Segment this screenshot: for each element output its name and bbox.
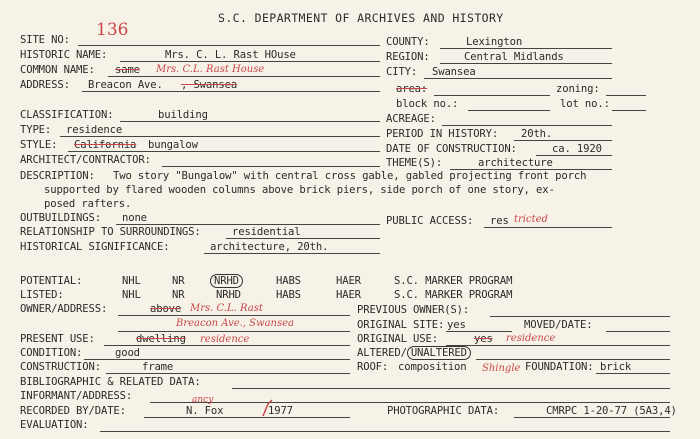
outbuildings-label: OUTBUILDINGS: (20, 212, 101, 224)
city-value: Swansea (432, 66, 476, 78)
city-label: CITY: (386, 66, 418, 78)
city-line (424, 78, 612, 79)
potential-label: POTENTIAL: (20, 275, 83, 287)
significance-value: architecture, 20th. (210, 241, 329, 253)
common-name-handwritten: Mrs. C.L. Rast House (156, 64, 265, 75)
potential-marker: S.C. MARKER PROGRAM (394, 275, 513, 287)
type-label: TYPE: (20, 124, 52, 136)
style-label: STYLE: (20, 139, 58, 151)
condition-label: CONDITION: (20, 347, 83, 359)
public-access-handwritten: tricted (514, 214, 548, 225)
condition-line (84, 359, 350, 360)
acreage-line (442, 125, 612, 126)
owner-handwritten-2: Breacon Ave., Swansea (176, 318, 294, 329)
listed-nr: NR (172, 289, 185, 301)
listed-label: LISTED: (20, 289, 64, 301)
description-line-2: supported by flared wooden columns above brick piers, side porch of one story, ex- (44, 184, 555, 196)
site-no-label: SITE NO: (20, 34, 70, 46)
recorded-by-line (144, 417, 350, 418)
address-struck: , Swansea (181, 79, 238, 91)
construction-date-label: DATE OF CONSTRUCTION: (386, 143, 517, 155)
area-line (434, 95, 550, 96)
classification-value: building (158, 109, 208, 121)
original-site-label: ORIGINAL SITE: (357, 319, 445, 331)
evaluation-label: EVALUATION: (20, 419, 89, 431)
present-use-handwritten: residence (200, 334, 250, 345)
roof-label: ROOF: (357, 361, 389, 373)
type-value: residence (66, 124, 123, 136)
potential-nhl: NHL (122, 275, 141, 287)
lot-line (612, 110, 646, 111)
owner-handwritten-1: Mrs. C.L. Rast (190, 303, 263, 314)
listed-marker: S.C. MARKER PROGRAM (394, 289, 513, 301)
zoning-line (606, 95, 646, 96)
region-value: Central Midlands (464, 51, 564, 63)
outbuildings-value: none (122, 212, 147, 224)
construction-date-value: ca. 1920 (552, 143, 602, 155)
zoning-label: zoning: (556, 83, 600, 95)
public-access-value: res (490, 215, 509, 227)
block-line (468, 110, 550, 111)
construction-date-line (536, 155, 612, 156)
potential-haer: HAER (336, 275, 361, 287)
altered-label: ALTERED/ (357, 347, 407, 359)
original-use-struck: yes (474, 333, 493, 345)
potential-nr: NR (172, 275, 185, 287)
public-access-line (484, 227, 612, 228)
period-line (514, 140, 612, 141)
acreage-label: ACREAGE: (386, 113, 436, 125)
present-use-line (104, 345, 350, 346)
recorded-year: 1977 (268, 405, 293, 417)
historic-name-line (120, 61, 380, 62)
recorded-by-name: N. Fox (186, 405, 224, 417)
informant-line (150, 402, 670, 403)
altered-line (476, 359, 670, 360)
surroundings-label: RELATIONSHIP TO SURROUNDINGS: (20, 226, 201, 238)
theme-value: architecture (478, 157, 553, 169)
recorded-by-label: RECORDED BY/DATE: (20, 405, 126, 417)
address-value: Breacon Ave. (88, 79, 163, 91)
description-line-1: Two story "Bungalow" with central cross gable, gabled projecting front porch (113, 170, 587, 182)
roof-value: composition (398, 361, 467, 373)
description-label: DESCRIPTION: (20, 170, 95, 182)
condition-value: good (115, 347, 140, 359)
style-value: bungalow (148, 139, 198, 151)
address-label: ADDRESS: (20, 79, 70, 91)
county-label: COUNTY: (386, 36, 430, 48)
previous-owner-label: PREVIOUS OWNER(S): (357, 304, 470, 316)
common-name-label: COMMON NAME: (20, 64, 95, 76)
construction-value: frame (142, 361, 174, 373)
present-use-label: PRESENT USE: (20, 333, 95, 345)
original-site-line (446, 331, 512, 332)
county-line (440, 48, 612, 49)
outbuildings-line (116, 224, 380, 225)
region-label: REGION: (386, 51, 430, 63)
listed-nrhd: NRHD (216, 289, 241, 301)
roof-handwritten: Shingle (482, 363, 521, 374)
listed-nhl: NHL (122, 289, 141, 301)
owner-label: OWNER/ADDRESS: (20, 303, 108, 315)
common-name-value: same (115, 64, 140, 76)
original-use-label: ORIGINAL USE: (357, 333, 438, 345)
listed-haer: HAER (336, 289, 361, 301)
surroundings-value: residential (232, 226, 301, 238)
county-value: Lexington (466, 36, 523, 48)
potential-nrhd-circled: NRHD (210, 274, 243, 288)
block-label: block no.: (396, 98, 459, 110)
owner-typed-struck: above (150, 303, 182, 315)
historic-name-value: Mrs. C. L. Rast HOuse (165, 49, 296, 61)
significance-label: HISTORICAL SIGNIFICANCE: (20, 241, 170, 253)
moved-date-label: MOVED/DATE: (524, 319, 593, 331)
bibliographic-line (232, 388, 670, 389)
common-name-line (108, 76, 380, 77)
owner-line (118, 315, 350, 316)
original-use-line (446, 345, 670, 346)
potential-habs: HABS (276, 275, 301, 287)
type-line (60, 136, 380, 137)
foundation-value: brick (600, 361, 632, 373)
evaluation-line (100, 431, 670, 432)
previous-owner-line (490, 316, 670, 317)
significance-line (204, 253, 380, 254)
informant-label: INFORMANT/ADDRESS: (20, 390, 133, 402)
lot-label: lot no.: (560, 98, 610, 110)
public-access-label: PUBLIC ACCESS: (386, 215, 474, 227)
site-no-line (78, 45, 380, 46)
historic-name-label: HISTORIC NAME: (20, 49, 108, 61)
description-line-3: posed rafters. (44, 198, 132, 210)
red-check-mark (260, 398, 280, 420)
photographic-label: PHOTOGRAPHIC DATA: (387, 405, 500, 417)
moved-date-line (606, 331, 670, 332)
card-title: S.C. DEPARTMENT OF ARCHIVES AND HISTORY (218, 11, 504, 25)
theme-label: THEME(S): (386, 157, 443, 169)
foundation-line (596, 373, 670, 374)
region-line (440, 63, 612, 64)
site-no-value: 136 (96, 20, 129, 40)
construction-line (106, 373, 350, 374)
classification-label: CLASSIFICATION: (20, 109, 114, 121)
style-struck: California (74, 139, 137, 151)
photographic-line (514, 417, 670, 418)
architect-line (162, 166, 380, 167)
original-use-handwritten: residence (506, 333, 556, 344)
architect-label: ARCHITECT/CONTRACTOR: (20, 154, 151, 166)
area-label: area: (396, 83, 428, 95)
listed-habs: HABS (276, 289, 301, 301)
recorded-by-handwritten: ancy (192, 395, 214, 405)
photographic-value: CMRPC 1-20-77 (5A3,4) (546, 405, 677, 417)
period-label: PERIOD IN HISTORY: (386, 128, 499, 140)
construction-label: CONSTRUCTION: (20, 361, 101, 373)
bibliographic-label: BIBLIOGRAPHIC & RELATED DATA: (20, 376, 201, 388)
period-value: 20th. (521, 128, 553, 140)
style-line (68, 151, 380, 152)
original-site-value: yes (447, 319, 466, 331)
classification-line (120, 121, 380, 122)
address-line (82, 91, 380, 92)
foundation-label: FOUNDATION: (525, 361, 594, 373)
surroundings-line (226, 238, 380, 239)
unaltered-circled: UNALTERED (407, 346, 471, 360)
owner-line-2 (118, 331, 350, 332)
present-use-struck: dwelling (136, 333, 186, 345)
